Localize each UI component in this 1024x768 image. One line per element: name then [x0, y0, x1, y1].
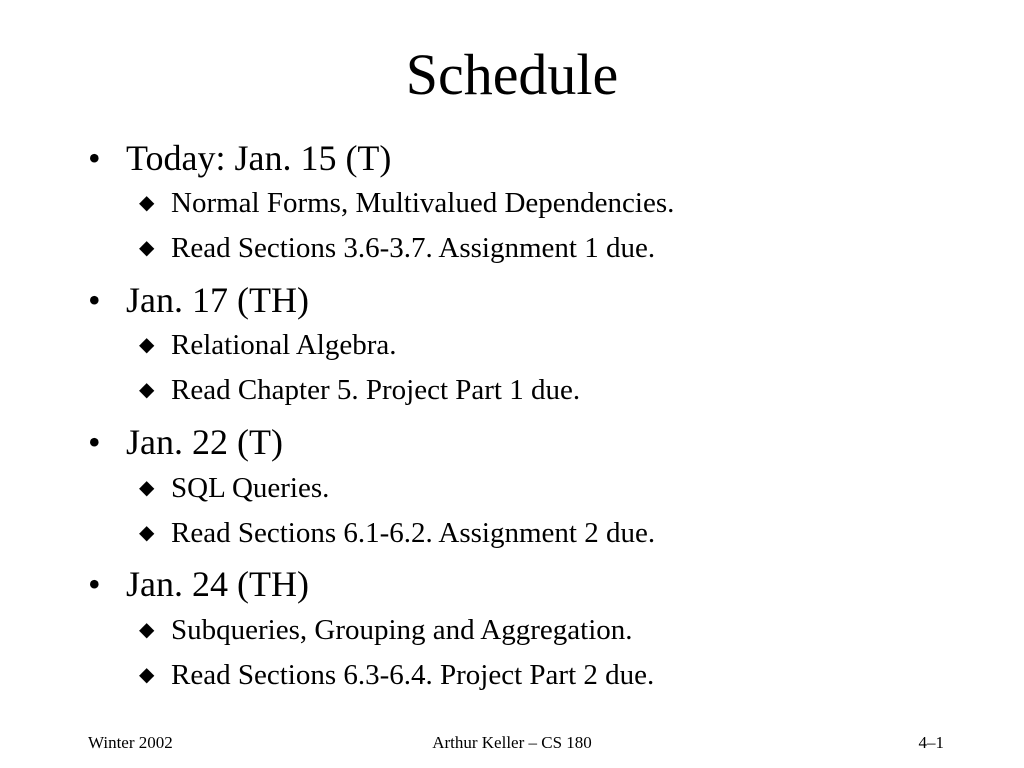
diamond-bullet-icon: ◆ — [139, 379, 155, 401]
diamond-bullet-icon: ◆ — [139, 477, 155, 499]
session-heading: Today: Jan. 15 (T) — [126, 138, 392, 178]
sub-item-text: Read Chapter 5. Project Part 1 due. — [171, 374, 581, 406]
sub-item — [139, 328, 397, 362]
sub-item — [139, 186, 674, 220]
footer-page-number: 4–1 — [918, 733, 944, 752]
sub-item — [139, 516, 655, 550]
sub-item-text: SQL Queries. — [171, 472, 330, 504]
bullet-icon: • — [88, 280, 101, 320]
diamond-bullet-icon: ◆ — [139, 237, 155, 259]
schedule-item-jan-24 — [88, 564, 309, 604]
diamond-bullet-icon: ◆ — [139, 619, 155, 641]
footer-term: Winter 2002 — [88, 733, 173, 752]
sub-item-text: Subqueries, Grouping and Aggregation. — [171, 614, 633, 646]
sub-item-text: Normal Forms, Multivalued Dependencies. — [171, 187, 675, 219]
sub-item — [139, 471, 329, 505]
sub-item-text: Read Sections 6.1-6.2. Assignment 2 due. — [171, 517, 656, 549]
sub-item-text: Relational Algebra. — [171, 329, 397, 361]
session-heading: Jan. 17 (TH) — [126, 280, 309, 320]
sub-item — [139, 613, 633, 647]
schedule-item-jan-17 — [88, 280, 309, 320]
diamond-bullet-icon: ◆ — [139, 522, 155, 544]
sub-item — [139, 373, 580, 407]
session-heading: Jan. 24 (TH) — [126, 564, 309, 604]
sub-item — [139, 231, 655, 265]
diamond-bullet-icon: ◆ — [139, 192, 155, 214]
diamond-bullet-icon: ◆ — [139, 664, 155, 686]
slide-title: Schedule — [405, 42, 619, 107]
bullet-icon: • — [88, 422, 101, 462]
bullet-icon: • — [88, 564, 101, 604]
bullet-icon: • — [88, 138, 101, 178]
sub-item — [139, 658, 654, 692]
session-heading: Jan. 22 (T) — [126, 422, 283, 462]
sub-item-text: Read Sections 3.6-3.7. Assignment 1 due. — [171, 232, 656, 264]
sub-item-text: Read Sections 6.3-6.4. Project Part 2 due. — [171, 659, 655, 691]
footer-author-course: Arthur Keller – CS 180 — [432, 733, 592, 752]
diamond-bullet-icon: ◆ — [139, 334, 155, 356]
schedule-item-jan-15 — [88, 138, 391, 178]
schedule-item-jan-22 — [88, 422, 283, 462]
